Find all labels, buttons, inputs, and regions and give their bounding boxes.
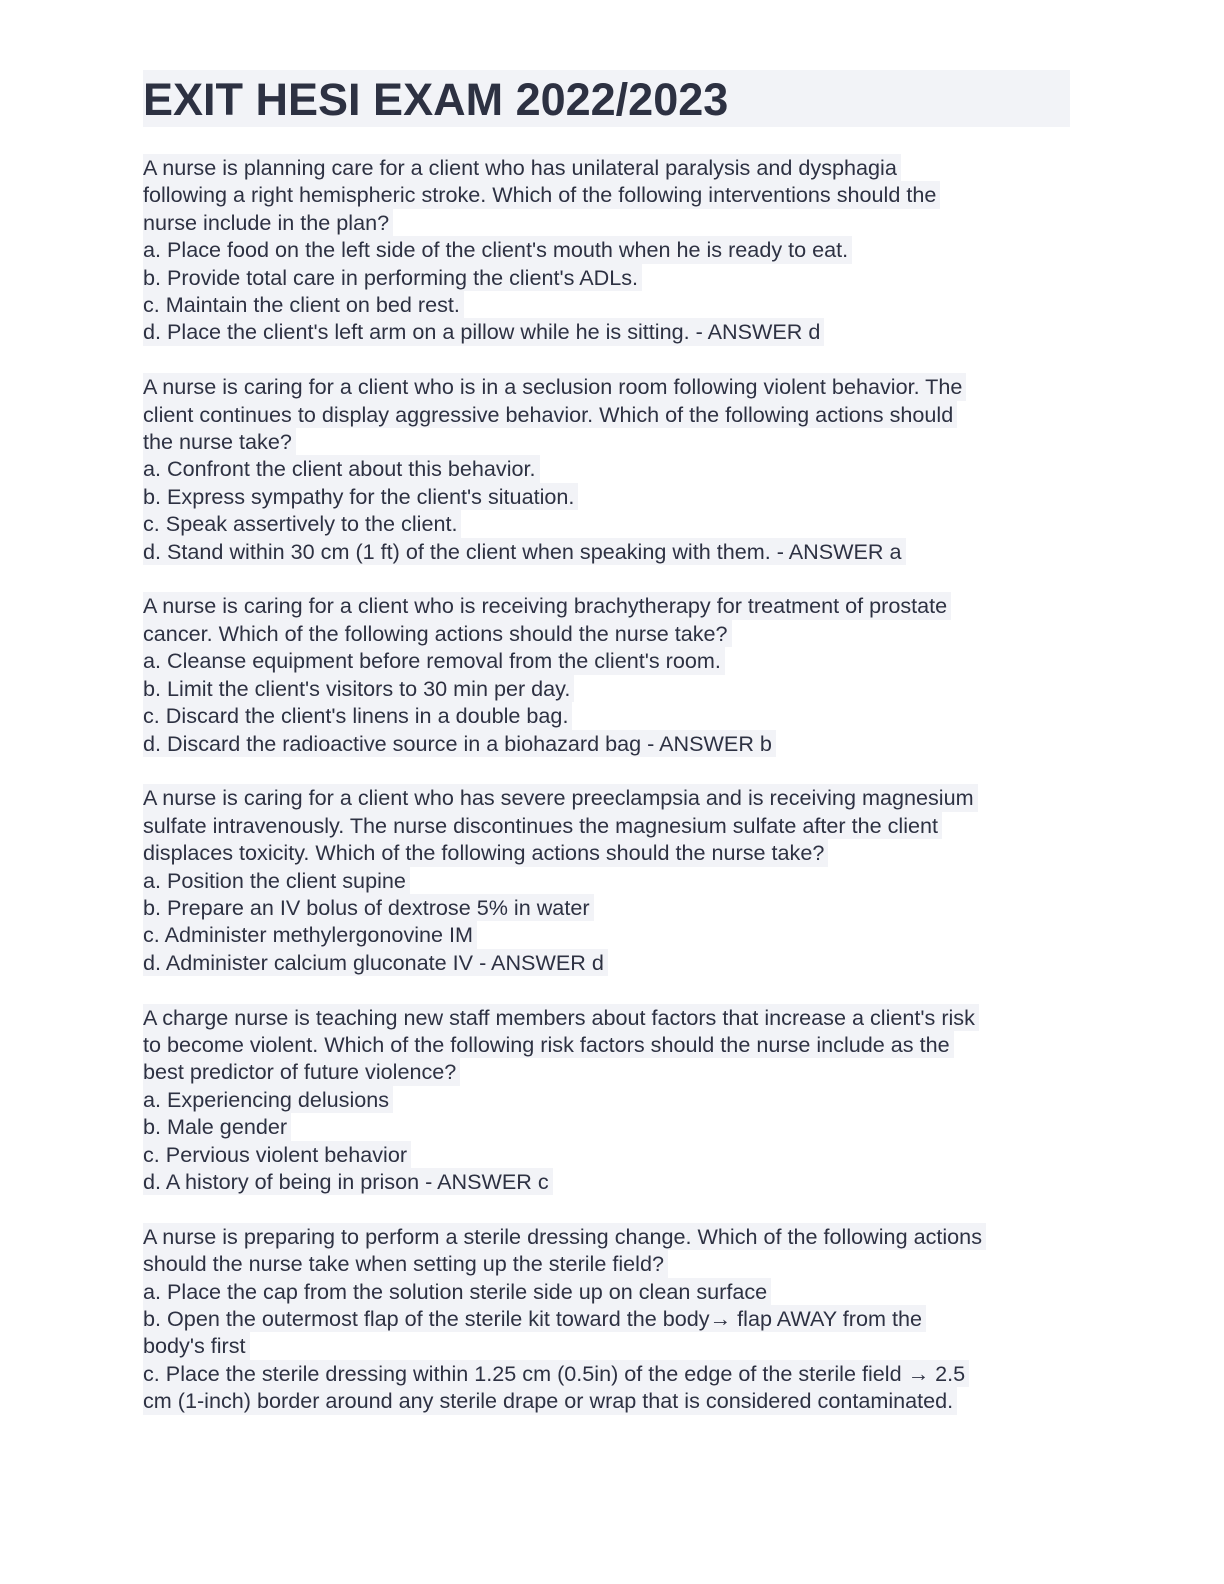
question-line: d. Place the client's left arm on a pillow while he is sitting. - ANSWER d — [143, 318, 824, 345]
question-line: A nurse is caring for a client who has severe preeclampsia and is receiving magnesium — [143, 784, 978, 811]
question-line: A nurse is caring for a client who is in a seclusion room following violent behavior. The — [143, 373, 966, 400]
question-line: a. Cleanse equipment before removal from the client's room. — [143, 647, 725, 674]
question-block — [143, 373, 1073, 565]
question-line: d. Administer calcium gluconate IV - ANSWER d — [143, 949, 608, 976]
question-line: c. Place the sterile dressing within 1.25 cm (0.5in) of the edge of the sterile field → 2.5 — [143, 1360, 969, 1387]
question-line: cancer. Which of the following actions should the nurse take? — [143, 620, 732, 647]
question-line: a. Confront the client about this behavior. — [143, 455, 540, 482]
question-line: a. Position the client supine — [143, 867, 410, 894]
title-bar — [143, 70, 1070, 127]
question-line: A nurse is caring for a client who is receiving brachytherapy for treatment of prostate — [143, 592, 951, 619]
question-line: b. Provide total care in performing the client's ADLs. — [143, 264, 642, 291]
question-block — [143, 784, 1073, 976]
document-title: EXIT HESI EXAM 2022/2023 — [143, 74, 729, 125]
question-line: b. Express sympathy for the client's situation. — [143, 483, 578, 510]
question-line: a. Experiencing delusions — [143, 1086, 393, 1113]
question-line: c. Maintain the client on bed rest. — [143, 291, 464, 318]
question-line: body's first — [143, 1332, 250, 1359]
question-line: b. Prepare an IV bolus of dextrose 5% in water — [143, 894, 594, 921]
question-block — [143, 154, 1073, 346]
question-line: b. Male gender — [143, 1113, 291, 1140]
question-line: A charge nurse is teaching new staff members about factors that increase a client's risk — [143, 1004, 979, 1031]
question-line: d. Discard the radioactive source in a biohazard bag - ANSWER b — [143, 730, 776, 757]
questions-list — [143, 154, 1073, 1415]
question-line: displaces toxicity. Which of the following actions should the nurse take? — [143, 839, 828, 866]
question-line: should the nurse take when setting up the sterile field? — [143, 1250, 668, 1277]
question-line: b. Open the outermost flap of the sterile kit toward the body→ flap AWAY from the — [143, 1305, 926, 1332]
question-line: A nurse is planning care for a client who has unilateral paralysis and dysphagia — [143, 154, 901, 181]
document-page — [143, 70, 1073, 1442]
question-line: d. A history of being in prison - ANSWER c — [143, 1168, 553, 1195]
question-line: cm (1-inch) border around any sterile drape or wrap that is considered contaminated. — [143, 1387, 957, 1414]
question-line: client continues to display aggressive behavior. Which of the following actions should — [143, 401, 957, 428]
question-line: a. Place food on the left side of the client's mouth when he is ready to eat. — [143, 236, 852, 263]
question-line: nurse include in the plan? — [143, 209, 393, 236]
question-line: b. Limit the client's visitors to 30 min per day. — [143, 675, 574, 702]
question-block — [143, 1004, 1073, 1196]
question-line: c. Discard the client's linens in a double bag. — [143, 702, 572, 729]
question-line: sulfate intravenously. The nurse discontinues the magnesium sulfate after the client — [143, 812, 942, 839]
question-line: c. Administer methylergonovine IM — [143, 921, 477, 948]
question-line: the nurse take? — [143, 428, 296, 455]
question-line: a. Place the cap from the solution sterile side up on clean surface — [143, 1278, 771, 1305]
question-line: best predictor of future violence? — [143, 1058, 460, 1085]
question-block — [143, 592, 1073, 756]
question-block — [143, 1223, 1073, 1415]
question-line: c. Speak assertively to the client. — [143, 510, 461, 537]
question-line: d. Stand within 30 cm (1 ft) of the client when speaking with them. - ANSWER a — [143, 538, 906, 565]
question-line: to become violent. Which of the following risk factors should the nurse include as the — [143, 1031, 954, 1058]
question-line: A nurse is preparing to perform a sterile dressing change. Which of the following actions — [143, 1223, 986, 1250]
question-line: following a right hemispheric stroke. Which of the following interventions should the — [143, 181, 940, 208]
question-line: c. Pervious violent behavior — [143, 1141, 411, 1168]
